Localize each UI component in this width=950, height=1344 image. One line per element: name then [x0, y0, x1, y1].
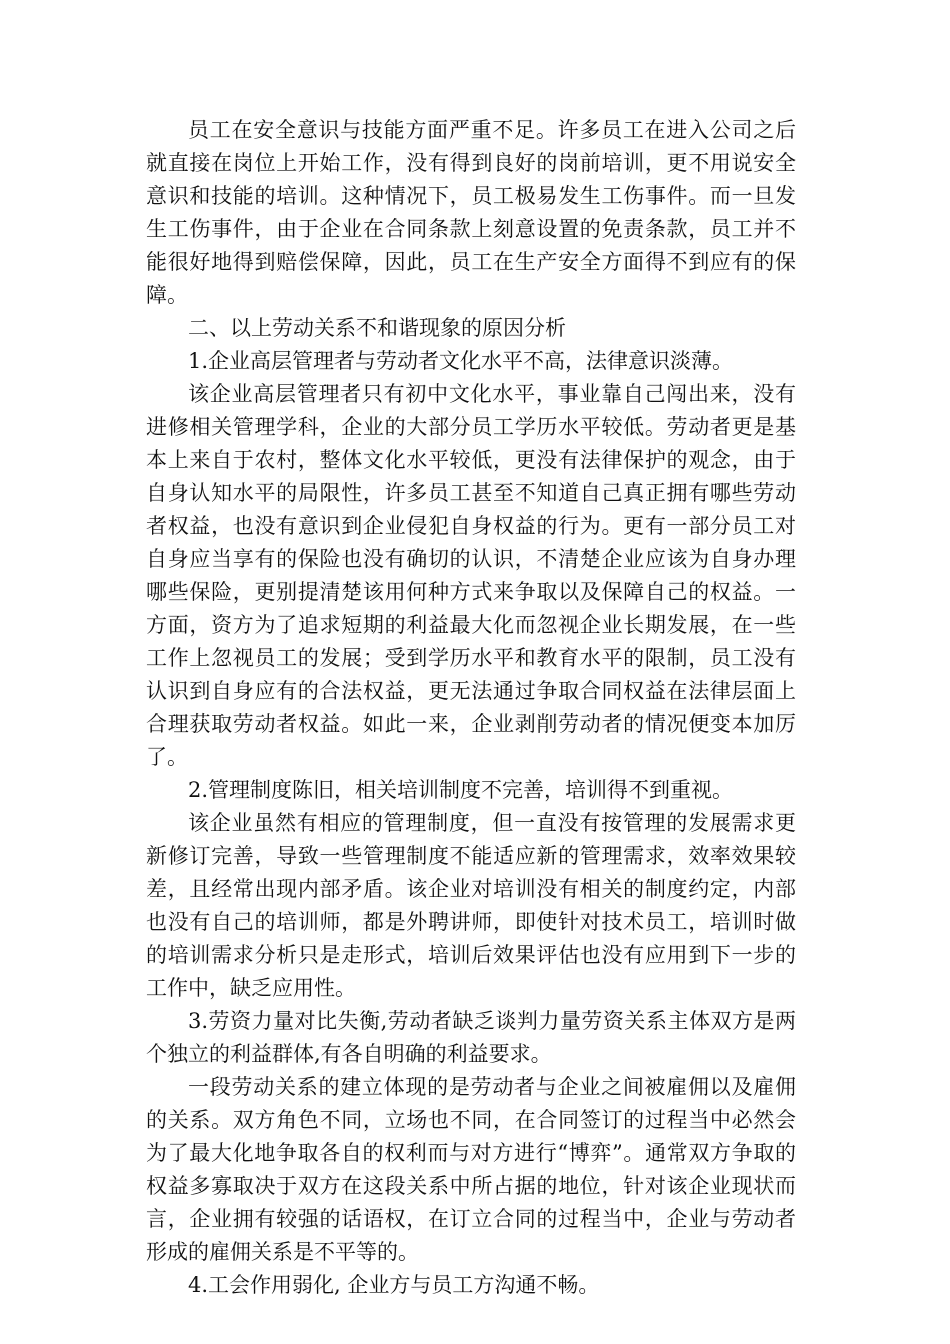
section-heading-cause-analysis: 二、以上劳动关系不和谐现象的原因分析: [188, 316, 566, 340]
paragraph-worker-safety: 员工在安全意识与技能方面严重不足。许多员工在进入公司之后就直接在岗位上开始工作，没有得到良好的岗前培训，更不用说安全意识和技能的培训。这种情况下，员工极易发生工伤事件。而一旦发生工伤事件，由于企业在合同条款上刻意设置的免责条款，员工并不能很好地得到赔偿保障，因此，员工在生产安全方面得不到应有的保障。: [146, 118, 796, 307]
point-heading-3: 3.劳资力量对比失衡,劳动者缺乏谈判力量劳资关系主体双方是两个独立的利益群体,有各自明确的利益要求。: [146, 1009, 796, 1066]
point-heading-1: 1.企业高层管理者与劳动者文化水平不高，法律意识淡薄。: [188, 349, 734, 373]
point-heading-4: 4.工会作用弱化, 企业方与员工方沟通不畅。: [188, 1273, 600, 1297]
paragraph-education-level: 该企业高层管理者只有初中文化水平，事业靠自己闯出来，没有进修相关管理学科，企业的大部分员工学历水平较低。劳动者更是基本上来自于农村，整体文化水平较低，更没有法律保护的观念，由于自身认知水平的局限性，许多员工甚至不知道自己真正拥有哪些劳动者权益，也没有意识到企业侵犯自身权益的行为。更有一部分员工对自身应当享有的保险也没有确切的认识，不清楚企业应该为自身办理哪些保险，更别提清楚该用何种方式来争取以及保障自己的权益。一方面，资方为了追求短期的利益最大化而忽视企业长期发展，在一些工作上忽视员工的发展；受到学历水平和教育水平的限制，员工没有认识到自身应有的合法权益，更无法通过争取合同权益在法律层面上合理获取劳动者权益。如此一来，企业剥削劳动者的情况便变本加厉了。: [146, 382, 796, 769]
paragraph-labor-relations: 一段劳动关系的建立体现的是劳动者与企业之间被雇佣以及雇佣的关系。双方角色不同，立场也不同，在合同签订的过程当中必然会为了最大化地争取各自的权利而与对方进行“博弈”。通常双方争取的权益多寡取决于双方在这段关系中所占据的地位，针对该企业现状而言，企业拥有较强的话语权，在订立合同的过程当中，企业与劳动者形成的雇佣关系是不平等的。: [146, 1075, 796, 1264]
paragraph-management-system: 该企业虽然有相应的管理制度，但一直没有按管理的发展需求更新修订完善，导致一些管理制度不能适应新的管理需求，效率效果较差，且经常出现内部矛盾。该企业对培训没有相关的制度约定，内部也没有自己的培训师，都是外聘讲师，即使针对技术员工，培训时做的培训需求分析只是走形式，培训后效果评估也没有应用到下一步的工作中，缺乏应用性。: [146, 811, 796, 1000]
point-heading-2: 2.管理制度陈旧，相关培训制度不完善，培训得不到重视。: [188, 778, 734, 802]
document-page: [146, 114, 796, 1302]
